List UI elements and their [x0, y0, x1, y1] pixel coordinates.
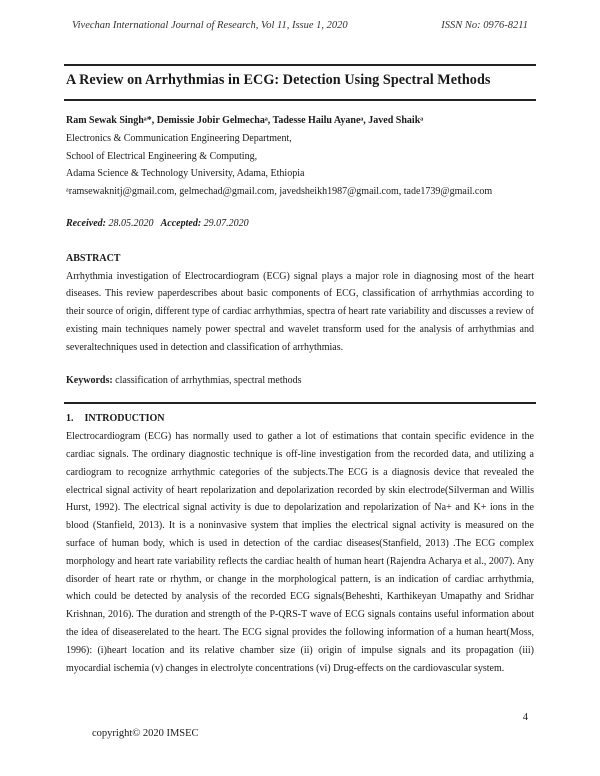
author-emails: ᵃramsewaknitj@gmail.com, gelmechad@gmail.com, javedsheikh1987@gmail.com, tade1739@gmail.com: [66, 186, 493, 198]
article-body: [66, 112, 534, 677]
affiliation-line: School of Electrical Engineering & Computing,: [66, 150, 258, 162]
introduction-text: Electrocardiogram (ECG) has normally used to gather a lot of estimations that contain specific evidence in the cardiac signals. The ordinary diagnostic technique is off-line investigation from the recorded data, and utilizing a cardiogram to recognize arrhythmic categories of the subjects.The ECG is a diagnosis device that revealed the electrical signal activity of heart repolarization and depolarization recorded by skin electrode(Silverman and Willis Hurst, 1992). The electrical signal activity is due to depolarization and repolarization of Na+ and K+ ions in the blood (Stanfield, 2013). It is a noninvasive system that implies the electrical signal activity is measured on the surface of human body, which is used in detection of the cardiac diseases(Stanfield, 2013) .The ECG complex morphology and heart rate variability reflects the cardiac health of human heart (Rajendra Acharya et al., 2007). Any disorder of heart rate or rhythm, or change in the morphological pattern, is an indication of cardiac arrhythmia, which could be detected by analysis of the recorded ECG signals(Beheshti, Karthikeyan Umapathy and Sridhar Krishnan, 2016). The duration and strength of the P-QRS-T wave of ECG signals contains useful information about the idea of diseaserelated to the heart. The ECG signal provides the following information of a human heart(Moss, 1996): (i)heart location and its relative chamber size (ii) origin of impulse signals and its propagation (iii) myocardial ischemia (v) changes in electrolyte concentrations (vi) Drug-effects on the cardiovascular system.: [66, 431, 534, 674]
keywords-text: classification of arrhythmias, spectral methods: [115, 374, 302, 386]
section-heading-introduction: [66, 410, 534, 428]
running-header: [72, 20, 528, 36]
copyright-footer: copyright© 2020 IMSEC: [92, 728, 199, 739]
section-divider: [64, 402, 536, 404]
title-bottom-rule: [64, 99, 536, 101]
accepted-label: Accepted:: [160, 217, 202, 229]
submission-dates: [66, 215, 534, 233]
author-list: Ram Sewak Singhᵃ*, Demissie Jobir Gelmechaᵃ, Tadesse Hailu Ayaneᵃ, Javed Shaikᵃ: [66, 115, 424, 126]
issn-number: ISSN No: 0976-8211: [441, 20, 528, 31]
abstract-heading: ABSTRACT: [66, 252, 121, 264]
page-number: 4: [522, 712, 528, 723]
received-date: 28.05.2020: [108, 217, 154, 229]
section-title: INTRODUCTION: [84, 413, 165, 425]
journal-name: Vivechan International Journal of Research, Vol 11, Issue 1, 2020: [72, 20, 348, 31]
title-top-rule: [64, 64, 536, 66]
abstract-text: Arrhythmia investigation of Electrocardiogram (ECG) signal plays a major role in diagnosing most of the heart diseases. This review paperdescribes about basic components of ECG, classification of arrhythmias according to their source of origin, different type of cardiac arrhythmias, spectra of heart rate variability and discusses a review of existing main techniques namely power spectral and wavelet transform used for the analysis of arrhythmias and severaltechniques used in detection and classification of arrhythmias.: [66, 270, 534, 353]
affiliation-line: Adama Science & Technology University, Adama, Ethiopia: [66, 168, 305, 180]
section-number: 1.: [66, 413, 74, 425]
affiliation-line: Electronics & Communication Engineering Department,: [66, 132, 292, 144]
keywords-label: Keywords:: [66, 374, 113, 386]
keywords: [66, 372, 534, 390]
accepted-date: 29.07.2020: [203, 217, 249, 229]
received-label: Received:: [66, 217, 106, 229]
paper-title: A Review on Arrhythmias in ECG: Detection Using Spectral Methods: [66, 72, 491, 88]
